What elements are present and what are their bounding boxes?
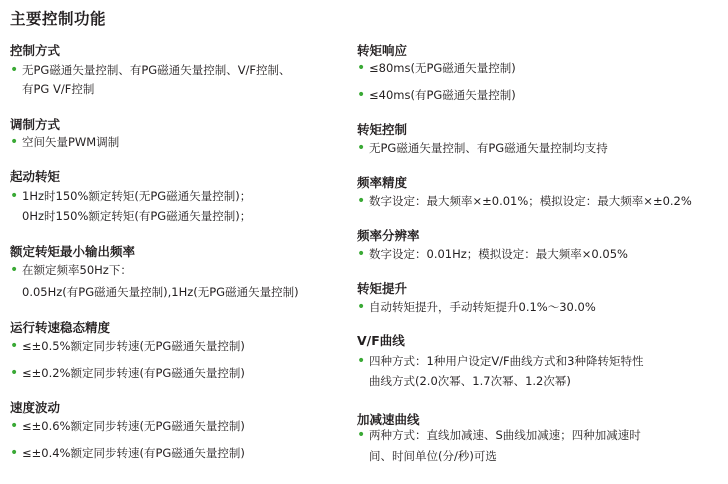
- section-heading: 速度波动: [10, 400, 61, 415]
- bullet-icon: •: [10, 188, 19, 204]
- list-item-text: 自动转矩提升，手动转矩提升0.1%～30.0%: [369, 300, 596, 314]
- section-heading: 转矩提升: [357, 281, 408, 296]
- list-item-text: 间、时间单位(分/秒)可选: [369, 449, 497, 463]
- section-heading: 加减速曲线: [357, 412, 420, 427]
- list-item-text: ≤40ms(有PG磁通矢量控制): [369, 88, 516, 102]
- list-item-text: ≤±0.5%额定同步转速(无PG磁通矢量控制): [22, 339, 245, 353]
- section-heading: 转矩响应: [357, 43, 408, 58]
- list-item-text: ≤±0.4%额定同步转速(有PG磁通矢量控制): [22, 446, 245, 460]
- bullet-icon: •: [10, 338, 19, 354]
- list-item-text: 0.05Hz(有PG磁通矢量控制),1Hz(无PG磁通矢量控制): [22, 285, 299, 299]
- bullet-icon: •: [357, 140, 366, 156]
- bullet-icon: •: [357, 87, 366, 103]
- list-item-text: 空间矢量PWM调制: [22, 135, 120, 149]
- bullet-icon: •: [10, 134, 19, 150]
- section-heading: 运行转速稳态精度: [10, 320, 111, 335]
- bullet-icon: •: [10, 418, 19, 434]
- list-item-text: 曲线方式(2.0次幂、1.7次幂、1.2次幂): [369, 374, 571, 388]
- section-heading: 控制方式: [10, 43, 61, 58]
- bullet-icon: •: [357, 299, 366, 315]
- bullet-icon: •: [10, 445, 19, 461]
- list-item-text: ≤±0.6%额定同步转速(无PG磁通矢量控制): [22, 419, 245, 433]
- list-item-text: 无PG磁通矢量控制、有PG磁通矢量控制均支持: [369, 141, 608, 155]
- list-item-text: 数字设定：0.01Hz；模拟设定：最大频率×0.05%: [369, 247, 628, 261]
- bullet-icon: •: [357, 246, 366, 262]
- list-item-text: 两种方式：直线加减速、S曲线加减速；四种加减速时: [369, 428, 641, 442]
- bullet-icon: •: [357, 353, 366, 369]
- bullet-icon: •: [357, 60, 366, 76]
- page-title: 主要控制功能: [10, 10, 107, 28]
- list-item-text: 在额定频率50Hz下：: [22, 263, 132, 277]
- section-heading: 额定转矩最小输出频率: [10, 244, 136, 259]
- list-item-text: 1Hz时150%额定转矩(无PG磁通矢量控制)；: [22, 189, 252, 203]
- section-heading: 频率分辨率: [357, 228, 420, 243]
- list-item-text: ≤±0.2%额定同步转速(有PG磁通矢量控制): [22, 366, 245, 380]
- bullet-icon: •: [357, 193, 366, 209]
- list-item-text: ≤80ms(无PG磁通矢量控制): [369, 61, 516, 75]
- section-heading: 转矩控制: [357, 122, 408, 137]
- list-item-text: 四种方式：1种用户设定V/F曲线方式和3种降转矩特性: [369, 354, 644, 368]
- section-heading: 调制方式: [10, 117, 61, 132]
- section-heading: 起动转矩: [10, 169, 61, 184]
- bullet-icon: •: [10, 262, 19, 278]
- list-item-text: 无PG磁通矢量控制、有PG磁通矢量控制、V/F控制、: [22, 63, 291, 77]
- bullet-icon: •: [357, 427, 366, 443]
- bullet-icon: •: [10, 62, 19, 78]
- section-heading: 频率精度: [357, 175, 408, 190]
- list-item-text: 有PG V/F控制: [22, 82, 95, 96]
- section-heading: V/F曲线: [357, 333, 405, 348]
- list-item-text: 数字设定：最大频率×±0.01%；模拟设定：最大频率×±0.2%: [369, 194, 692, 208]
- bullet-icon: •: [10, 365, 19, 381]
- list-item-text: 0Hz时150%额定转矩(有PG磁通矢量控制)；: [22, 209, 252, 223]
